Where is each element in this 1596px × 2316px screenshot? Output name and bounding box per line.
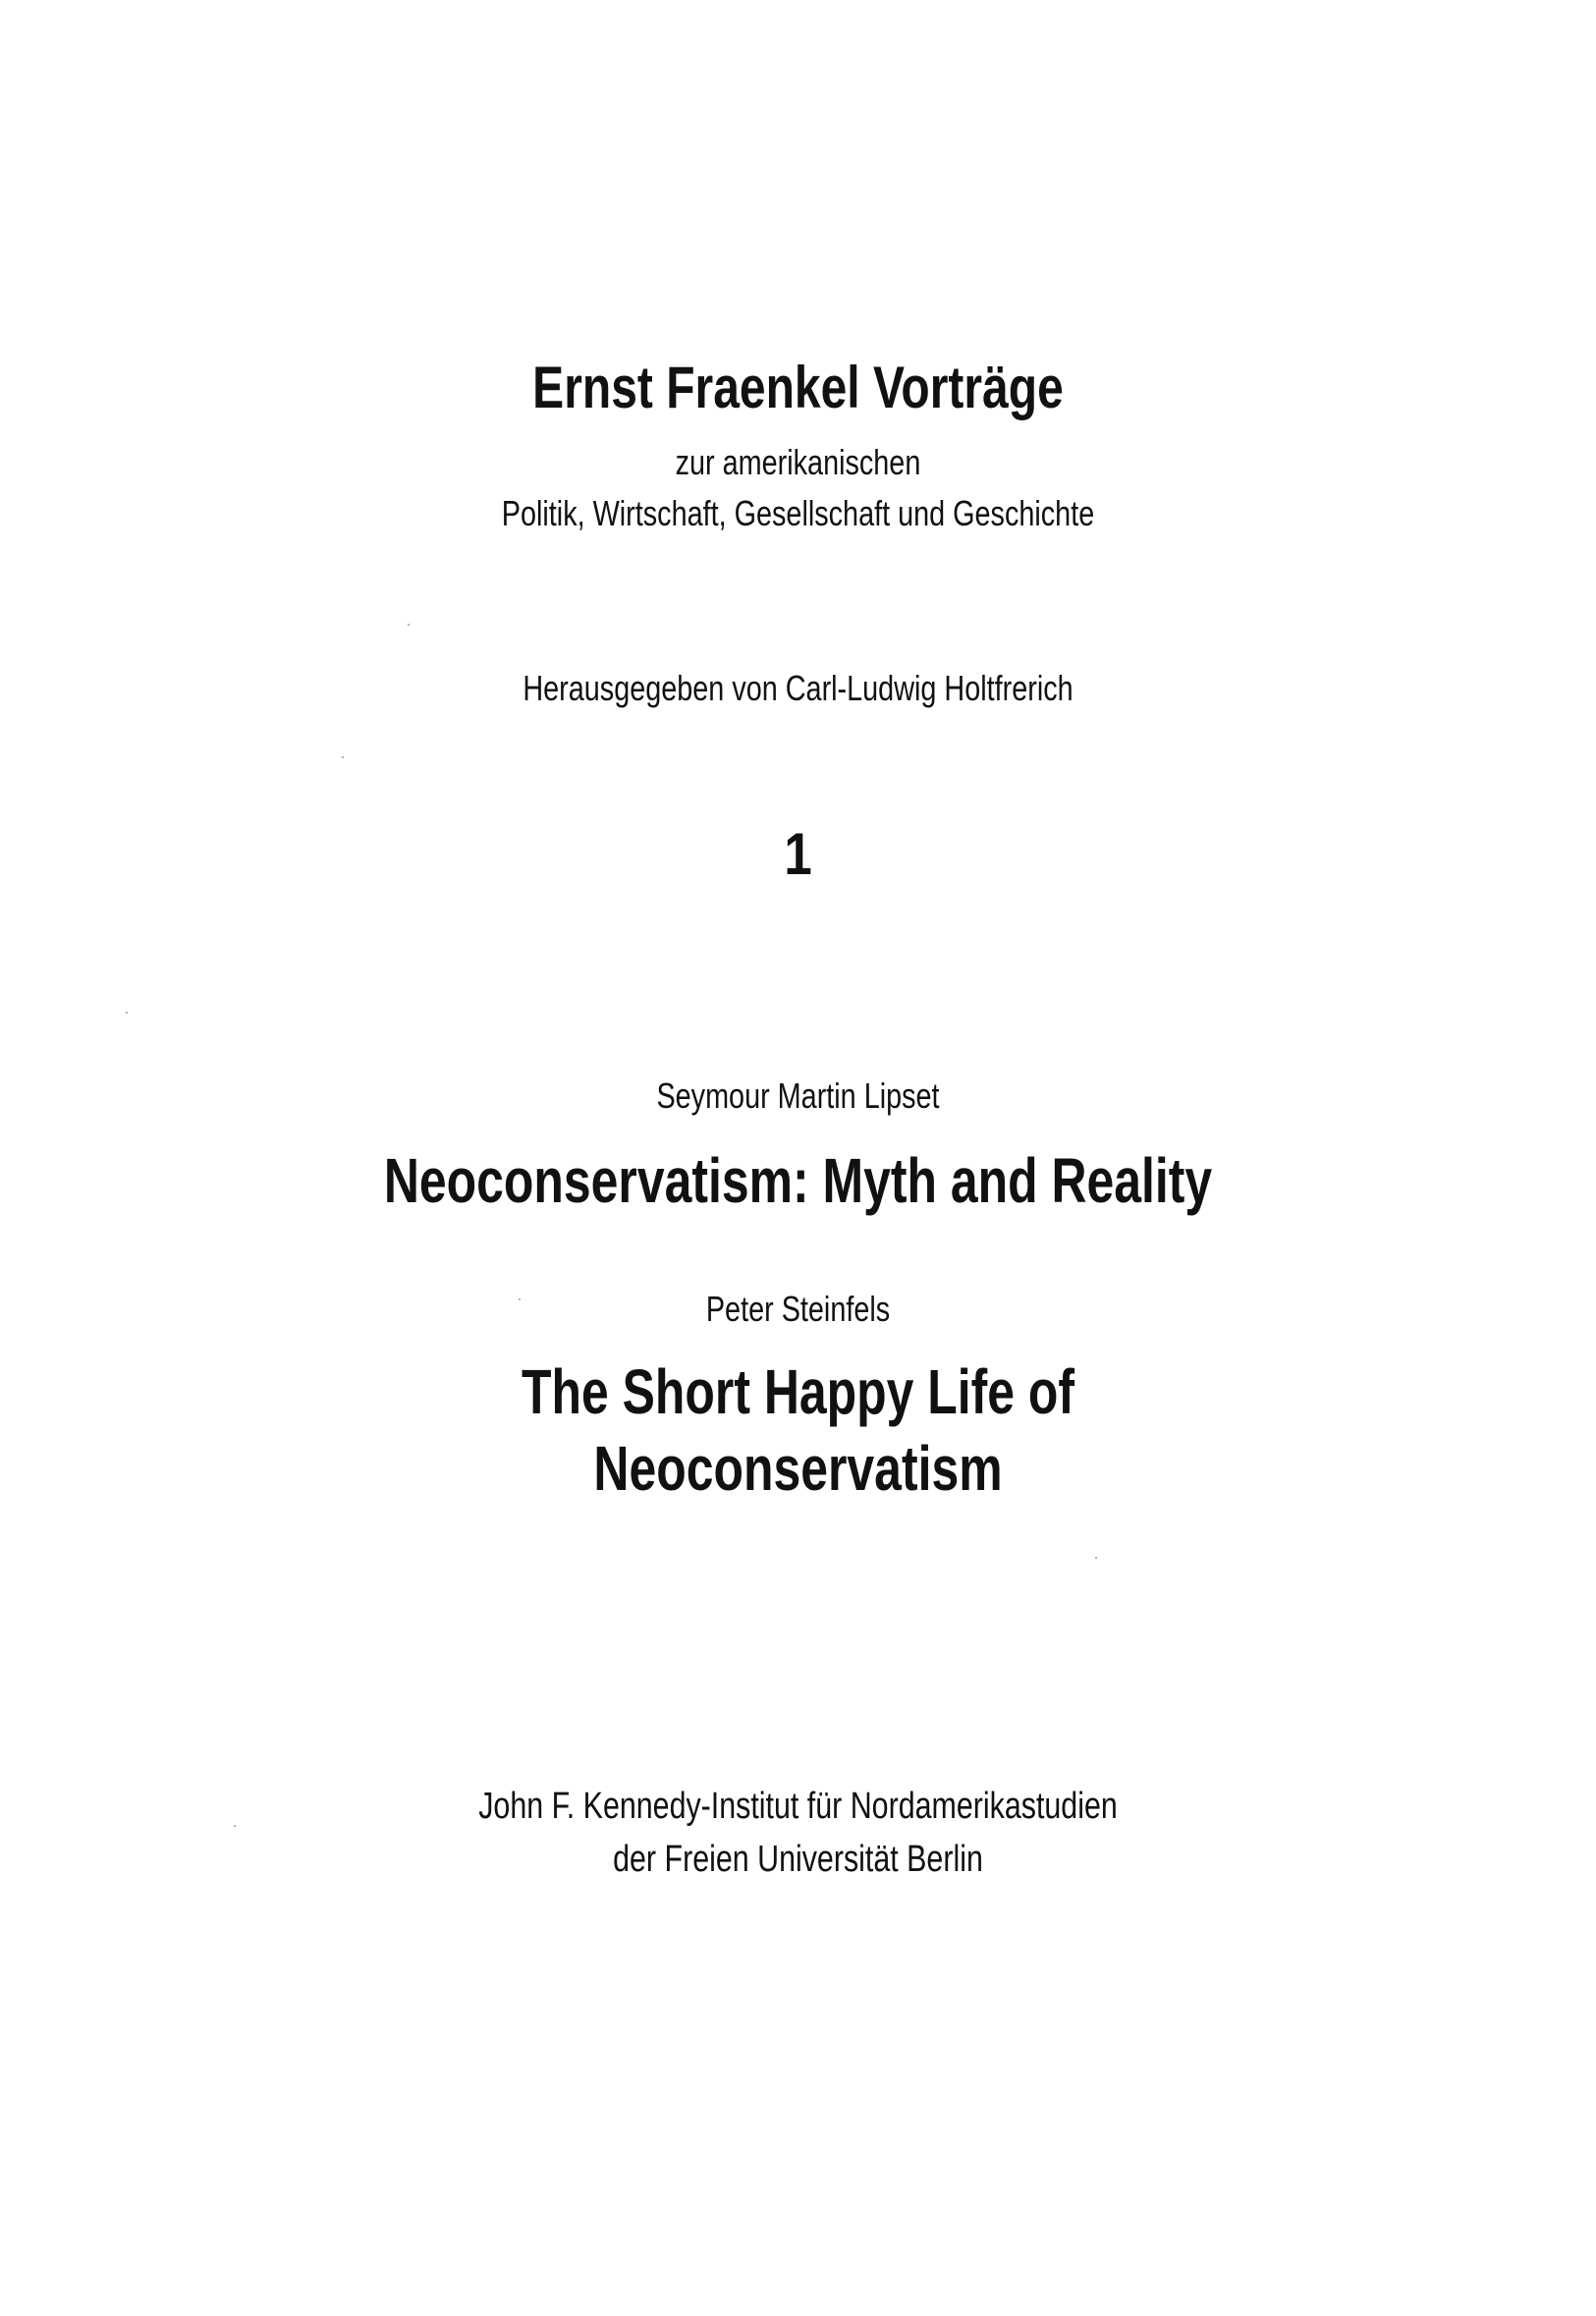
scan-speck xyxy=(126,1012,128,1014)
essay-title-steinfels-line-2: Neoconservatism xyxy=(593,1433,1003,1504)
series-subtitle-line-2: Politik, Wirtschaft, Gesellschaft und Geschichte xyxy=(501,493,1095,533)
editor-credit: Herausgegeben von Carl-Ludwig Holtfrerich xyxy=(523,668,1073,708)
series-title: Ernst Fraenkel Vorträge xyxy=(532,355,1064,420)
essay-title-steinfels-line-1: The Short Happy Life of xyxy=(522,1356,1074,1427)
scan-speck xyxy=(342,756,344,758)
series-subtitle-line-1: zur amerikanischen xyxy=(675,442,921,482)
publisher-line-2: der Freien Universität Berlin xyxy=(613,1839,983,1880)
essay-title-lipset: Neoconservatism: Myth and Reality xyxy=(383,1145,1213,1216)
scan-speck xyxy=(1095,1557,1097,1559)
author-steinfels: Peter Steinfels xyxy=(705,1289,891,1329)
scan-speck xyxy=(234,1825,236,1827)
publisher-line-1: John F. Kennedy-Institut für Nordamerikastudien xyxy=(478,1786,1118,1827)
scan-speck xyxy=(519,1298,521,1300)
author-lipset: Seymour Martin Lipset xyxy=(656,1075,940,1116)
scan-speck xyxy=(408,624,410,626)
volume-number: 1 xyxy=(784,821,812,887)
